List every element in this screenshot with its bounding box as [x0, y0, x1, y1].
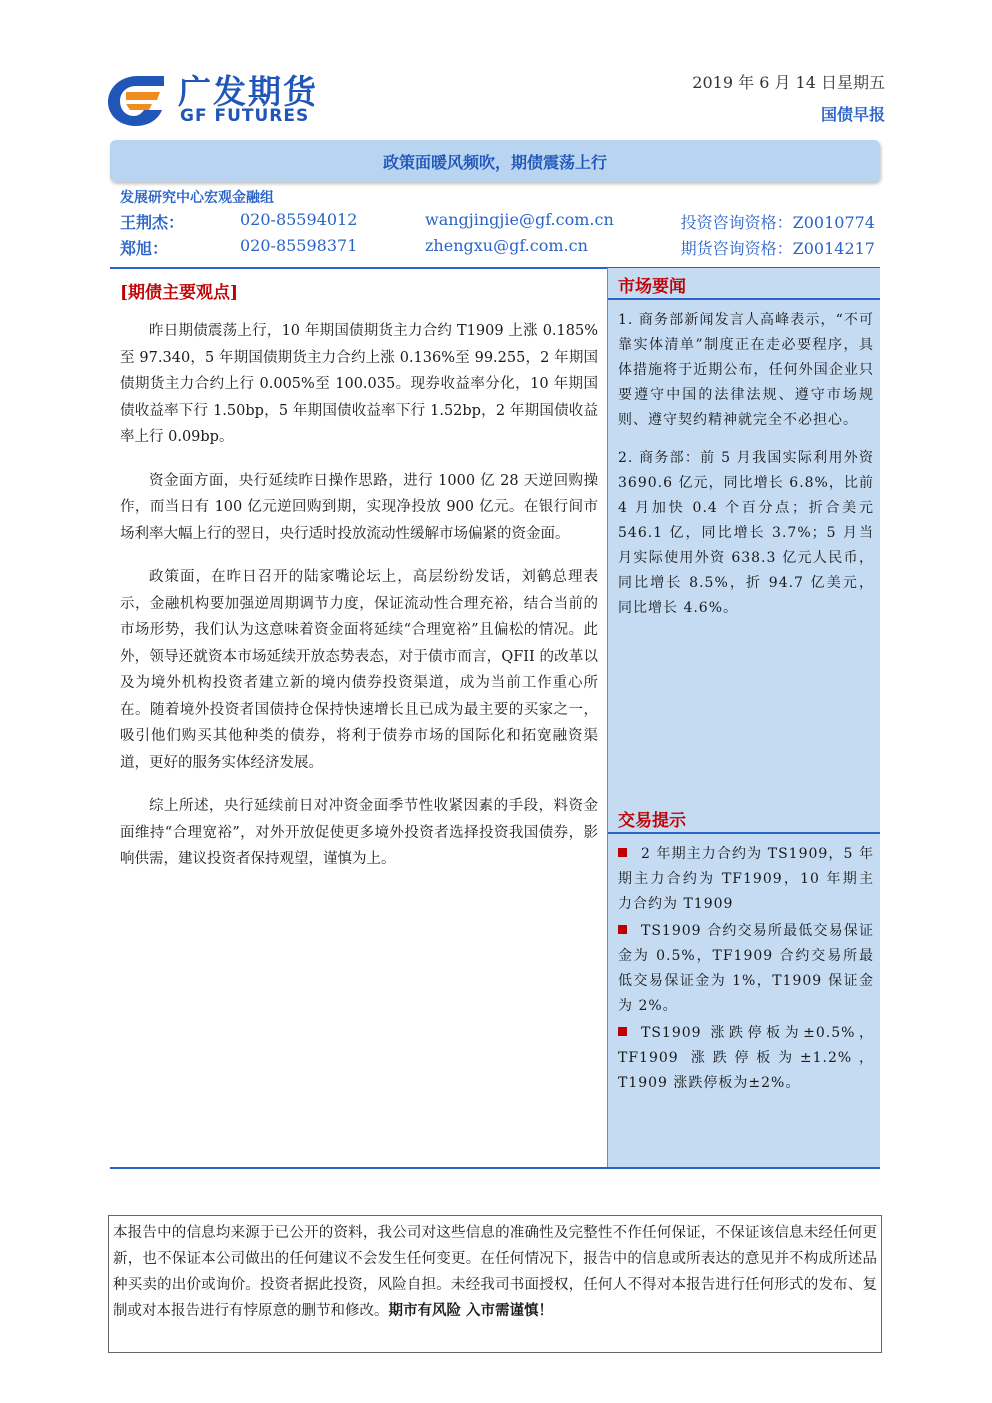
report-date: 2019 年 6 月 14 日星期五: [692, 73, 885, 92]
square-bullet-icon: [618, 1027, 627, 1036]
tips-list: [618, 842, 874, 1098]
gf-logo-icon: [104, 70, 168, 130]
news-section-title: [608, 268, 880, 300]
body-paragraph: 资金面方面，央行延续昨日操作思路，进行 1000 亿 28 天逆回购操作，而当日有 100 亿元逆回购到期，实现净投放 900 亿元。在银行间市场利率大幅上行的翌日，央行适时投放流动性缓解市场偏紧的资金面。: [120, 472, 598, 542]
news-item: 1. 商务部新闻发言人高峰表示，“不可靠实体清单”制度正在走必要程序，具体措施将于近期公布，任何外国企业只要遵守中国的法律法规、遵守市场规则、遵守契约精神就完全不必担心。: [618, 312, 874, 428]
sidebar: [608, 268, 880, 1168]
author-phone: 020-85594012: [240, 210, 358, 229]
author-email[interactable]: wangjingjie@gf.com.cn: [425, 210, 614, 229]
author-email[interactable]: zhengxu@gf.com.cn: [425, 236, 588, 255]
author-row: [120, 210, 875, 232]
company-logo: [104, 66, 364, 130]
author-row: [120, 236, 875, 258]
news-item: 2. 商务部：前 5 月我国实际利用外资 3690.6 亿元，同比增长 6.8%，比前 4 月加快 0.4 个百分点；折合美元 546.1 亿，同比增长 3.7%；5 月当月实际使用外资 638.3 亿元人民币，同比增长 8.5%，折 94.7 亿美元，同比增长 4.6%。: [618, 450, 874, 616]
page-title: 政策面暖风频吹，期债震荡上行: [382, 152, 607, 172]
author-name: 郑旭：: [120, 239, 169, 258]
tip-text: 2 年期主力合约为 TS1909，5 年期主力合约为 TF1909，10 年期主力合约为 T1909: [618, 846, 874, 912]
tip-text: TS1909 涨跌停板为±0.5%，TF1909 涨跌停板为±1.2%，T1909 涨跌停板为±2%。: [618, 1025, 874, 1091]
author-license: 投资咨询资格：Z0010774: [680, 213, 875, 232]
tip-text: TS1909 合约交易所最低交易保证金为 0.5%，TF1909 合约交易所最低交易保证金为 1%，T1909 保证金为 2%。: [618, 923, 874, 1014]
title-banner: [110, 140, 880, 182]
logo-text-en: GF FUTURES: [180, 106, 310, 126]
disclaimer-text: 本报告中的信息均来源于已公开的资料，我公司对这些信息的准确性及完整性不作任何保证，不保证该信息未经任何更新，也不保证本公司做出的任何建议不会发生任何变更。在任何情况下，报告中的信息或所表达的意见并不构成所述品种买卖的出价或询价。投资者据此投资，风险自担。未经我司书面授权，任何人不得对本报告进行任何形式的发布、复制或对本报告进行有悖原意的删节和修改。: [113, 1225, 877, 1319]
report-type: 国债早报: [820, 105, 885, 124]
news-title-text: 市场要闻: [618, 277, 686, 297]
disclaimer-box: [108, 1215, 882, 1353]
body-paragraph: 昨日期债震荡上行，10 年期国债期货主力合约 T1909 上涨 0.185%至 97.340，5 年期国债期货主力合约上涨 0.136%至 99.255，2 年期国债期货主力合约上行 0.005%至 100.035。现券收益率分化，10 年期国债收益率下行 1.50bp，5 年期国债收益率下行 1.52bp，2 年期国债收益率上行 0.09bp。: [120, 323, 598, 445]
tip-item: [618, 1021, 874, 1096]
logo-text-cn: 广发期货: [178, 72, 318, 111]
main-column: [110, 268, 608, 1168]
department-label: 发展研究中心宏观金融组: [120, 190, 274, 206]
square-bullet-icon: [618, 925, 627, 934]
tip-item: [618, 919, 874, 1019]
author-license: 期货咨询资格：Z0014217: [680, 239, 875, 258]
square-bullet-icon: [618, 848, 627, 857]
body-paragraph: 政策面，在昨日召开的陆家嘴论坛上，高层纷纷发话，刘鹤总理表示，金融机构要加强逆周期调节力度，保证流动性合理充裕，结合当前的市场形势，我们认为这意味着资金面将延续“合理宽裕”且偏松的情况。此外，领导还就资本市场延续开放态势表态，对于债市而言，QFII 的改革以及为境外机构投资者建立新的境内债券投资渠道，成为当前工作重心所在。随着境外投资者国债持仓保持快速增长且已成为最主要的买家之一，吸引他们购买其他种类的债券，将利于债券市场的国际化和拓宽融资渠道，更好的服务实体经济发展。: [120, 569, 598, 771]
tip-item: [618, 842, 874, 917]
author-phone: 020-85598371: [240, 236, 358, 255]
tips-section-title: [608, 802, 880, 834]
tips-title-text: 交易提示: [618, 811, 686, 831]
main-body: [120, 318, 598, 890]
main-heading: [期债主要观点]: [120, 283, 239, 303]
risk-warning: 期市有风险 入市需谨慎！: [388, 1302, 554, 1319]
news-list: [618, 308, 874, 634]
author-name: 王荆杰：: [120, 213, 185, 232]
body-paragraph: 综上所述，央行延续前日对冲资金面季节性收紧因素的手段，料资金面维持“合理宽裕”，对外开放促使更多境外投资者选择投资我国债券，影响供需，建议投资者保持观望，谨慎为上。: [120, 798, 598, 867]
section-divider: [110, 1167, 880, 1169]
